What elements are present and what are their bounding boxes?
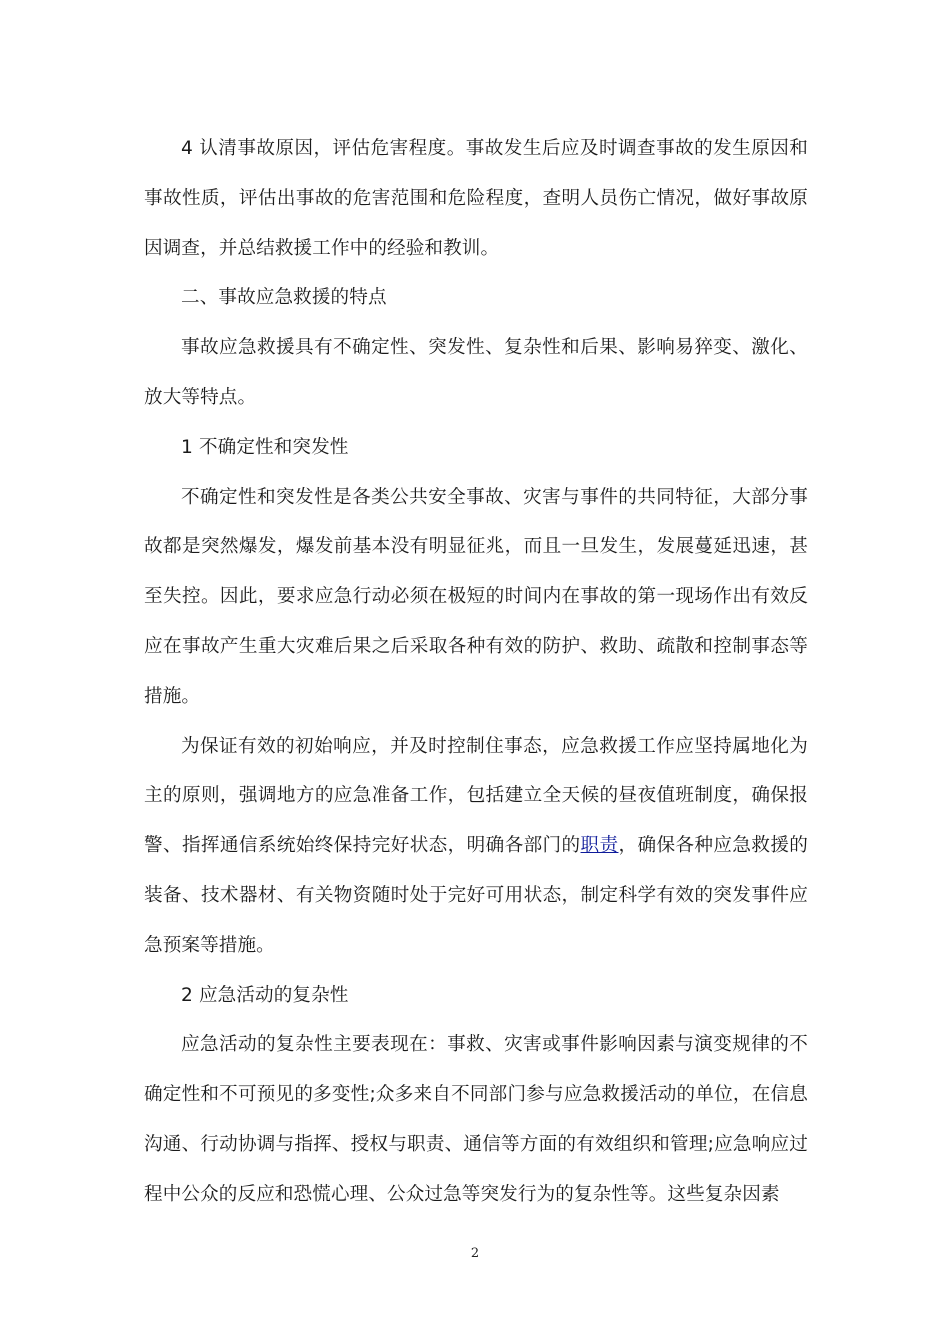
paragraph-uncertainty: 不确定性和突发性是各类公共安全事故、灾害与事件的共同特征，大部分事故都是突然爆发，爆发前基本没有明显征兆，而且一旦发生，发展蔓延迅速，甚至失控。因此，要求应急行动必须在极短的时间内在事故的第一现场作出有效反应在事故产生重大灾难后果之后采取各种有效的防护、救助、疏散和控制事态等措施。 [144,486,808,707]
page-number: 2 [470,1246,480,1261]
document-body [144,124,808,1220]
section-heading-characteristics: 二、事故应急救援的特点 [181,287,387,309]
paragraph-initial-response-after: ，确保各种应急救援的装备、技术器材、有关物资随时处于完好可用状态，制定科学有效的突发事件应急预案等措施。 [144,835,808,956]
paragraph-initial-response-before: 为保证有效的初始响应，并及时控制住事态，应急救援工作应坚持属地化为主的原则，强调地方的应急准备工作，包括建立全天候的昼夜值班制度，确保报警、指挥通信系统始终保持完好状态，明确各部门的 [144,735,808,857]
subheading-uncertainty: 1 不确定性和突发性 [181,436,349,458]
paragraph-initial-response [144,722,808,971]
paragraph-complexity: 应急活动的复杂性主要表现在：事救、灾害或事件影响因素与演变规律的不确定性和不可预见的多变性;众多来自不同部门参与应急救援活动的单位，在信息沟通、行动协调与指挥、授权与职责、通信等方面的有效组织和管理;应急响应过程中公众的反应和恐慌心理、公众过急等突发行为的复杂性等。这些复杂因素 [144,1034,808,1205]
paragraph-characteristics-intro: 事故应急救援具有不确定性、突发性、复杂性和后果、影响易猝变、激化、放大等特点。 [144,337,808,408]
paragraph-accident-cause: 4 认清事故原因，评估危害程度。事故发生后应及时调查事故的发生原因和事故性质，评估出事故的危害范围和危险程度，查明人员伤亡情况，做好事故原因调查，并总结救援工作中的经验和教训。 [144,138,808,259]
responsibility-link[interactable]: 职责 [580,835,619,857]
subheading-complexity: 2 应急活动的复杂性 [181,984,349,1006]
